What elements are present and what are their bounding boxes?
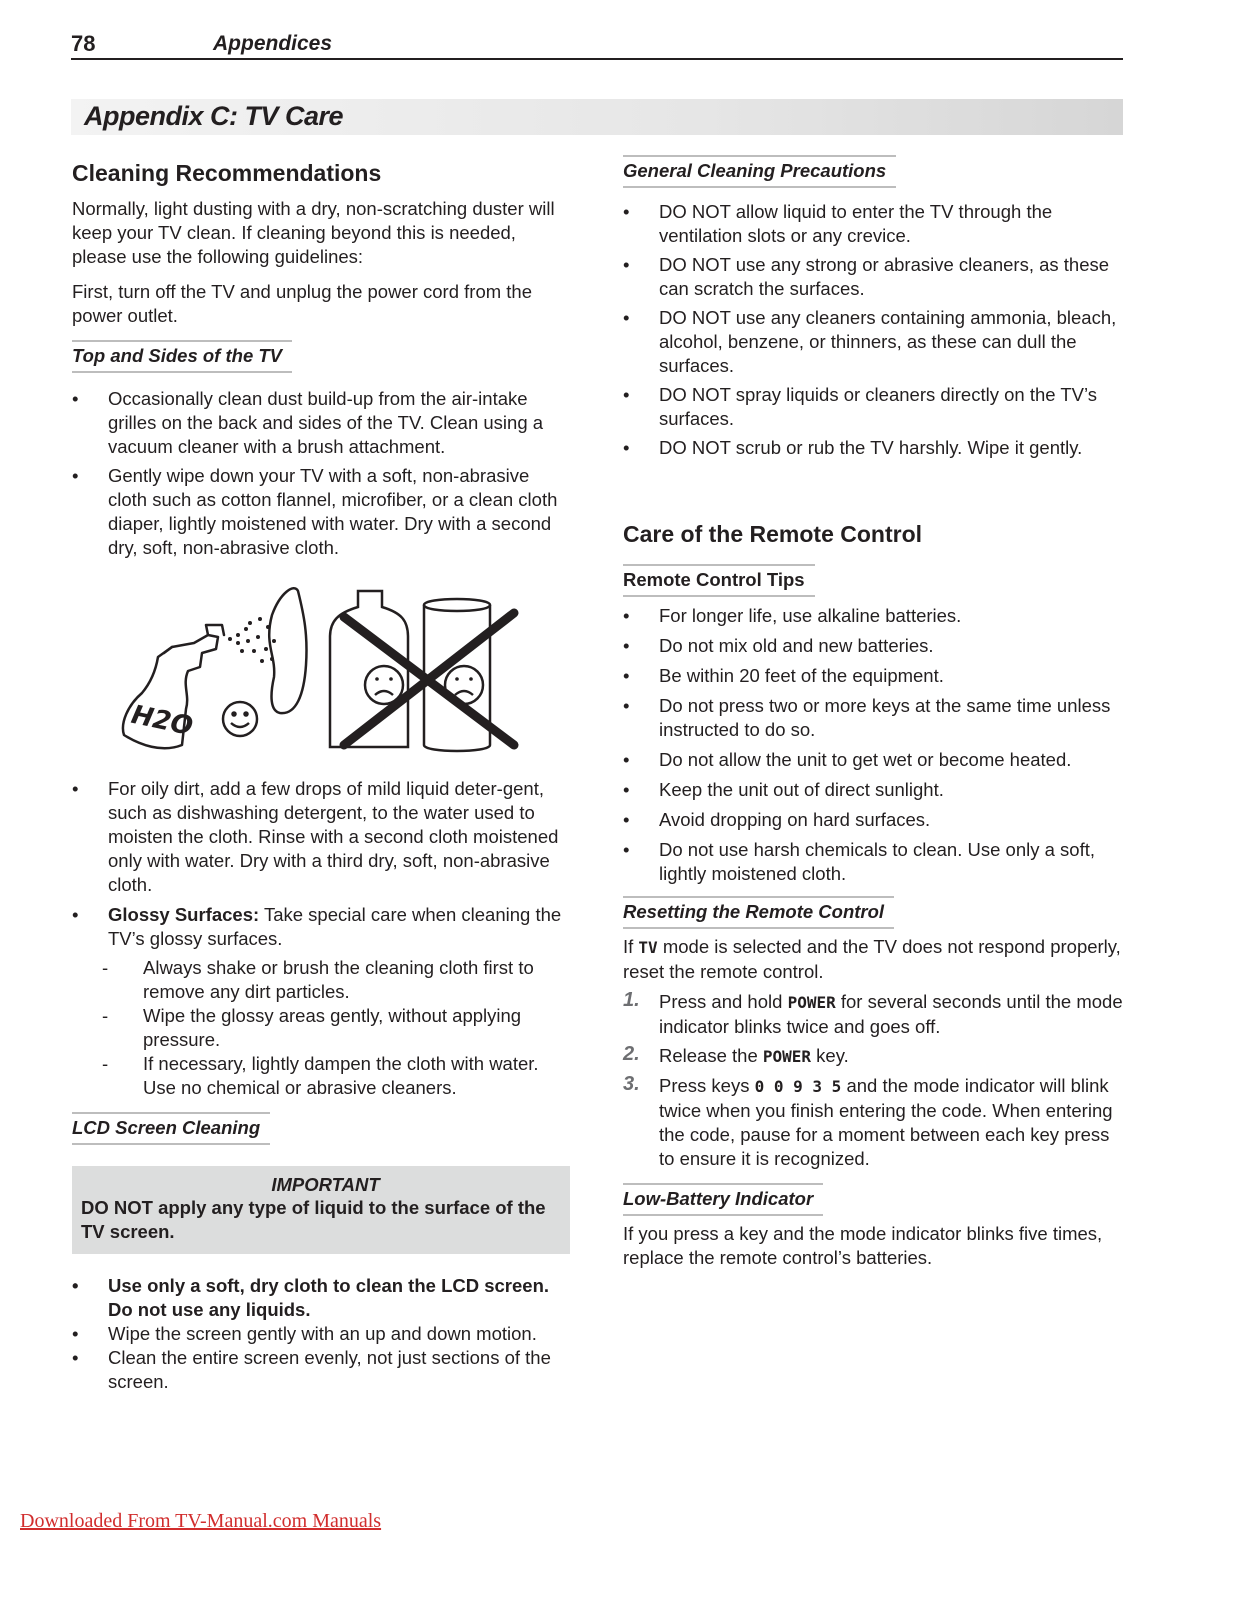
list-item: • DO NOT spray liquids or cleaners directly on the TV’s surfaces. — [623, 383, 1123, 431]
list-item: - If necessary, lightly dampen the cloth with water. Use no chemical or abrasive cleaners. — [72, 1052, 572, 1100]
tv-key-label: TV — [638, 938, 658, 957]
battery-heading: Low-Battery Indicator — [623, 1183, 823, 1216]
list-item: • Use only a soft, dry cloth to clean the LCD screen. Do not use any liquids. — [72, 1274, 572, 1322]
cleaning-illustration — [112, 585, 522, 755]
list-item: • Occasionally clean dust build-up from the air-intake grilles on the back and sides of the TV. Clean using a vacuum cleaner with a brush attachment. — [72, 387, 572, 459]
glossy-dash-list — [72, 956, 572, 1100]
intro-paragraph-1: Normally, light dusting with a dry, non-scratching duster will keep your TV clean. If cleaning beyond this is needed, please use the following guidelines: — [72, 198, 555, 267]
list-item: • DO NOT use any cleaners containing ammonia, bleach, alcohol, benzene, or thinners, as these can dull the surfaces. — [623, 306, 1123, 378]
list-item: • DO NOT allow liquid to enter the TV through the ventilation slots or any crevice. — [623, 200, 1123, 248]
important-text: DO NOT apply any type of liquid to the surface of the TV screen. — [81, 1197, 546, 1242]
oily-glossy-list — [72, 777, 572, 951]
lcd-list — [72, 1274, 572, 1394]
reset-intro: If TV mode is selected and the TV does not respond properly, reset the remote control. — [623, 936, 1121, 982]
left-column-lower — [72, 777, 572, 1394]
list-item: • Do not use harsh chemicals to clean. Use only a soft, lightly moistened cloth. — [623, 838, 1123, 886]
battery-text: If you press a key and the mode indicator blinks five times, replace the remote control’s batteries. — [623, 1223, 1103, 1268]
intro-paragraph-2: First, turn off the TV and unplug the power cord from the power outlet. — [72, 281, 533, 326]
important-notice — [72, 1166, 570, 1254]
glossy-text: Take special care when cleaning the TV’s glossy surfaces. — [108, 904, 562, 949]
reset-steps — [623, 990, 1123, 1171]
list-item: • Do not allow the unit to get wet or become heated. — [623, 748, 1123, 772]
step-item: 1. Press and hold POWER for several seconds until the mode indicator blinks twice and goes off. — [623, 989, 1123, 1037]
power-key-label: POWER — [762, 1047, 812, 1066]
list-item: • Do not mix old and new batteries. — [623, 634, 1123, 658]
tips-list — [623, 604, 1123, 886]
step-number: 2. — [623, 1043, 640, 1065]
h2o-label: H2O — [128, 699, 196, 743]
precautions-list — [623, 200, 1123, 460]
list-item: • Gently wipe down your TV with a soft, non-abrasive cloth such as cotton flannel, microfiber, or a clean cloth diaper, lightly moistened with water. Dry with a second dry, soft, non-abrasive cloth. — [72, 464, 572, 560]
list-item: - Wipe the glossy areas gently, without applying pressure. — [72, 1004, 572, 1052]
list-item — [72, 903, 572, 951]
step-number: 3. — [623, 1073, 640, 1095]
step-item: 3. Press keys 0 0 9 3 5 and the mode indicator will blink twice when you finish entering the code. When entering the code, pause for a moment between each key press to ensure it is recognized. — [623, 1073, 1113, 1169]
remote-heading: Care of the Remote Control — [623, 521, 923, 547]
cleaning-heading: Cleaning Recommendations — [72, 160, 382, 186]
tips-heading: Remote Control Tips — [623, 564, 815, 597]
list-item: • For longer life, use alkaline batteries. — [623, 604, 1123, 628]
list-item: - Always shake or brush the cleaning cloth first to remove any dirt particles. — [72, 956, 572, 1004]
list-item: • For oily dirt, add a few drops of mild liquid deter-gent, such as dishwashing detergent, to the water used to moisten the cloth. Rinse with a second cloth moistened only with water. Dry with a third dry, soft, non-abrasive cloth. — [72, 777, 572, 897]
top-sides-list — [72, 387, 572, 560]
appendix-banner — [71, 99, 1123, 135]
power-key-label: POWER — [787, 993, 836, 1012]
step-number: 1. — [623, 989, 640, 1011]
list-item: • Clean the entire screen evenly, not just sections of the screen. — [72, 1346, 572, 1394]
glossy-label: Glossy Surfaces: — [108, 904, 260, 925]
download-source-link[interactable]: Downloaded From TV-Manual.com Manuals — [20, 1510, 382, 1532]
precautions-heading: General Cleaning Precautions — [623, 155, 896, 188]
list-item: • Keep the unit out of direct sunlight. — [623, 778, 1123, 802]
lcd-heading: LCD Screen Cleaning — [72, 1112, 270, 1145]
important-title: IMPORTANT — [271, 1174, 380, 1195]
section-name: Appendices — [213, 32, 333, 55]
code-keys-label: 0 0 9 3 5 — [754, 1077, 842, 1096]
list-item: • DO NOT use any strong or abrasive cleaners, as these can scratch the surfaces. — [623, 253, 1123, 301]
page-number: 78 — [71, 31, 96, 56]
list-item: • Do not press two or more keys at the same time unless instructed to do so. — [623, 694, 1123, 742]
list-item: • Wipe the screen gently with an up and down motion. — [72, 1322, 572, 1346]
appendix-title: Appendix C: TV Care — [84, 101, 344, 131]
right-column — [623, 155, 1123, 1270]
smiley-icon — [223, 702, 257, 736]
page-header — [71, 30, 1123, 60]
left-column — [72, 160, 572, 560]
top-sides-heading: Top and Sides of the TV — [72, 340, 292, 373]
prohibited-x-icon — [344, 613, 514, 745]
reset-heading: Resetting the Remote Control — [623, 896, 894, 929]
list-item: • DO NOT scrub or rub the TV harshly. Wipe it gently. — [623, 436, 1123, 460]
list-item: • Avoid dropping on hard surfaces. — [623, 808, 1123, 832]
step-item: 2. Release the POWER key. — [623, 1043, 849, 1066]
cloth-icon — [269, 588, 306, 713]
list-item: • Be within 20 feet of the equipment. — [623, 664, 1123, 688]
